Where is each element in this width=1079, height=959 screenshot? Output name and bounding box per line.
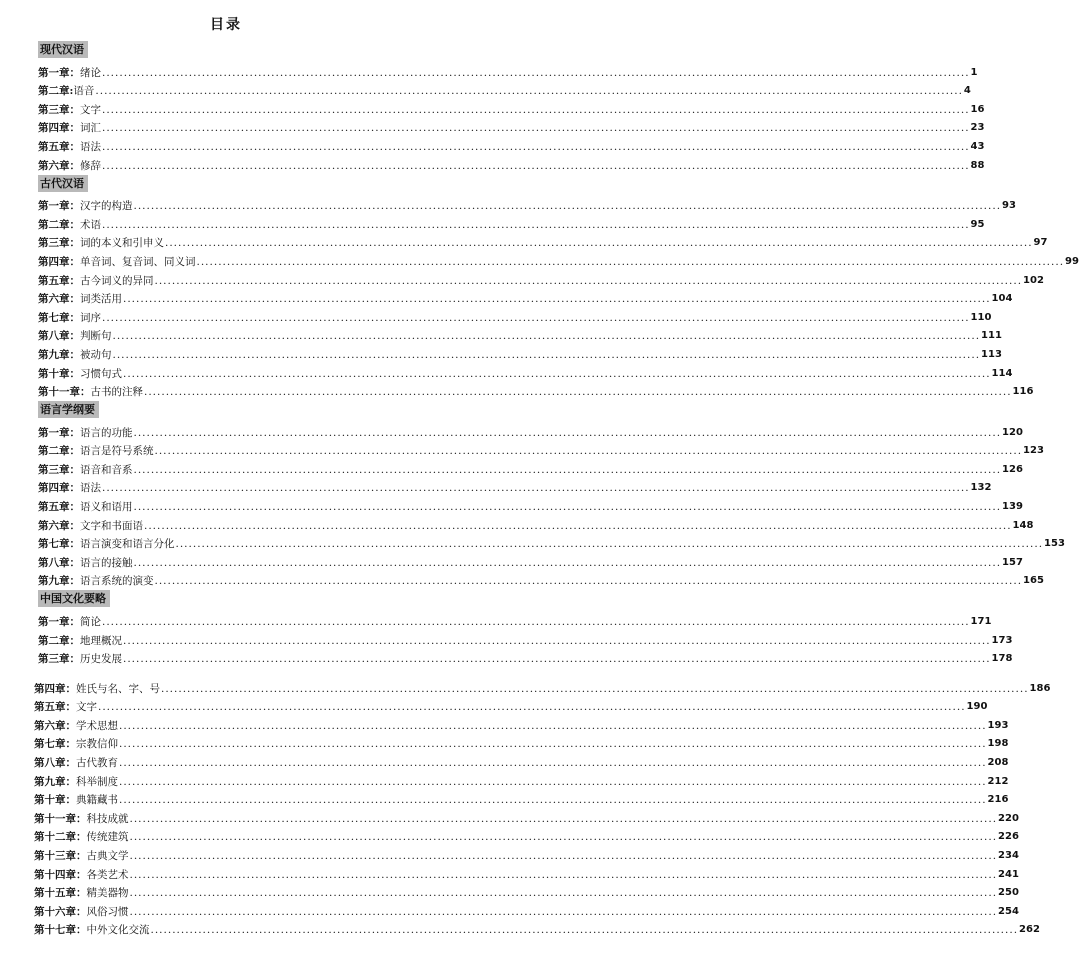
toc-entry[interactable] bbox=[38, 569, 1044, 588]
toc-entry[interactable] bbox=[34, 750, 1009, 769]
dot-leader: ........................................................................................................................................................................................................ bbox=[133, 200, 1002, 213]
toc-entry[interactable] bbox=[38, 550, 1023, 569]
dot-leader: ........................................................................................................................................................................................................ bbox=[129, 831, 998, 844]
toc-entry[interactable] bbox=[38, 647, 1013, 666]
dot-leader: ........................................................................................................................................................................................................ bbox=[112, 348, 981, 361]
page-number: 110 bbox=[970, 311, 992, 323]
page-number: 4 bbox=[963, 85, 971, 97]
dot-leader: ........................................................................................................................................................................................................ bbox=[175, 538, 1044, 551]
dot-leader: ........................................................................................................................................................................................................ bbox=[144, 386, 1012, 399]
dot-leader: ........................................................................................................................................................................................................ bbox=[129, 905, 998, 918]
chapter-number: 第五章： bbox=[34, 701, 76, 714]
chapter-title: 语言的功能 bbox=[80, 426, 133, 439]
chapter-number: 第七章： bbox=[38, 311, 80, 324]
chapter-number: 第十二章： bbox=[34, 831, 87, 844]
dot-leader: ........................................................................................................................................................................................................ bbox=[119, 756, 987, 769]
page-title: 目录 bbox=[210, 17, 242, 33]
chapter-number: 第三章： bbox=[38, 103, 80, 116]
chapter-title: 姓氏与名、字、号 bbox=[76, 682, 160, 695]
chapter-number: 第九章： bbox=[38, 348, 80, 361]
toc-entry[interactable] bbox=[34, 918, 1040, 937]
page-number: 123 bbox=[1023, 445, 1044, 457]
chapter-title: 古代教育 bbox=[76, 756, 118, 769]
dot-leader: ........................................................................................................................................................................................................ bbox=[102, 311, 970, 324]
page-number: 99 bbox=[1065, 255, 1079, 267]
page-number: 120 bbox=[1002, 426, 1023, 438]
toc-entry[interactable] bbox=[34, 843, 1019, 862]
toc-entry[interactable] bbox=[38, 476, 992, 495]
toc-entry[interactable] bbox=[38, 287, 1013, 306]
chapter-number: 第四章： bbox=[38, 482, 80, 495]
page-number: 153 bbox=[1044, 538, 1065, 550]
chapter-number: 第七章： bbox=[38, 538, 80, 551]
dot-leader: ........................................................................................................................................................................................................ bbox=[119, 719, 987, 732]
chapter-number: 第二章: bbox=[38, 85, 74, 98]
page-number: 198 bbox=[987, 738, 1009, 750]
chapter-number: 第六章： bbox=[38, 159, 80, 172]
dot-leader: ........................................................................................................................................................................................................ bbox=[129, 887, 998, 900]
chapter-title: 文字 bbox=[76, 701, 97, 714]
toc-entry[interactable] bbox=[38, 79, 971, 98]
chapter-number: 第四章： bbox=[38, 122, 80, 135]
toc-entry[interactable] bbox=[34, 695, 988, 714]
toc-entry[interactable] bbox=[38, 532, 1065, 551]
page-number: 193 bbox=[987, 719, 1009, 731]
dot-leader: ........................................................................................................................................................................................................ bbox=[123, 293, 991, 306]
section-heading: 中国文化要略 bbox=[38, 590, 110, 607]
toc-entry[interactable] bbox=[38, 134, 985, 153]
page-number: 178 bbox=[991, 653, 1013, 665]
chapter-title: 传统建筑 bbox=[86, 831, 129, 844]
page-number: 1 bbox=[970, 66, 978, 78]
chapter-number: 第三章： bbox=[38, 653, 80, 666]
chapter-number: 第一章： bbox=[38, 66, 80, 79]
chapter-title: 文字和书面语 bbox=[80, 519, 143, 532]
chapter-title: 修辞 bbox=[80, 159, 101, 172]
chapter-number: 第一章： bbox=[38, 200, 80, 213]
chapter-number: 第三章： bbox=[38, 463, 80, 476]
page-number: 148 bbox=[1012, 519, 1034, 531]
toc-entry[interactable] bbox=[38, 513, 1034, 532]
page-number: 113 bbox=[981, 348, 1002, 360]
page-number: 104 bbox=[991, 293, 1013, 305]
chapter-number: 第四章： bbox=[38, 255, 80, 268]
chapter-title: 宗教信仰 bbox=[76, 738, 118, 751]
toc-entry[interactable] bbox=[38, 194, 1016, 213]
chapter-number: 第十四章： bbox=[34, 868, 87, 881]
page-number: 88 bbox=[970, 159, 985, 171]
chapter-title: 科技成就 bbox=[86, 812, 129, 825]
page-number: 241 bbox=[998, 868, 1019, 880]
chapter-title: 语音和音系 bbox=[80, 463, 133, 476]
chapter-title: 科举制度 bbox=[76, 775, 118, 788]
chapter-title: 学术思想 bbox=[76, 719, 118, 732]
toc-entry[interactable] bbox=[34, 769, 1009, 788]
dot-leader: ........................................................................................................................................................................................................ bbox=[133, 501, 1002, 514]
page-number: 157 bbox=[1002, 556, 1023, 568]
page-number: 173 bbox=[991, 634, 1013, 646]
dot-leader: ........................................................................................................................................................................................................ bbox=[119, 775, 987, 788]
toc-entry[interactable] bbox=[34, 899, 1019, 918]
toc-entry[interactable] bbox=[38, 361, 1013, 380]
page-number: 212 bbox=[987, 775, 1009, 787]
chapter-number: 第十章： bbox=[34, 794, 76, 807]
dot-leader: ........................................................................................................................................................................................................ bbox=[133, 463, 1002, 476]
dot-leader: ........................................................................................................................................................................................................ bbox=[129, 868, 998, 881]
page-number: 165 bbox=[1023, 575, 1044, 587]
toc-entry[interactable] bbox=[38, 305, 992, 324]
dot-leader: ........................................................................................................................................................................................................ bbox=[102, 66, 970, 79]
chapter-title: 语言的接触 bbox=[80, 556, 133, 569]
chapter-number: 第二章： bbox=[38, 445, 80, 458]
section-heading: 语言学纲要 bbox=[38, 401, 99, 418]
chapter-title: 地理概况 bbox=[80, 634, 122, 647]
page-number: 43 bbox=[970, 140, 985, 152]
chapter-title: 词的本义和引申义 bbox=[80, 237, 164, 250]
section-heading: 古代汉语 bbox=[38, 175, 88, 192]
page-number: 132 bbox=[970, 482, 992, 494]
chapter-title: 判断句 bbox=[80, 330, 112, 343]
chapter-title: 汉字的构造 bbox=[80, 200, 133, 213]
section-heading: 现代汉语 bbox=[38, 41, 88, 58]
chapter-title: 语音 bbox=[73, 85, 95, 98]
dot-leader: ........................................................................................................................................................................................................ bbox=[102, 218, 970, 231]
page-number: 102 bbox=[1023, 274, 1044, 286]
toc-entry[interactable] bbox=[38, 116, 985, 135]
toc-entry[interactable] bbox=[38, 380, 1034, 399]
toc-entry[interactable] bbox=[38, 324, 1002, 343]
chapter-number: 第十六章： bbox=[34, 905, 87, 918]
toc-entry[interactable] bbox=[34, 713, 1009, 732]
chapter-number: 第一章： bbox=[38, 426, 80, 439]
chapter-number: 第九章： bbox=[34, 775, 76, 788]
dot-leader: ........................................................................................................................................................................................................ bbox=[161, 682, 1029, 695]
chapter-number: 第七章： bbox=[34, 738, 76, 751]
chapter-title: 语法 bbox=[80, 140, 101, 153]
page-number: 95 bbox=[970, 218, 985, 230]
toc-entry[interactable] bbox=[38, 153, 985, 172]
page-number: 186 bbox=[1029, 682, 1051, 694]
dot-leader: ........................................................................................................................................................................................................ bbox=[112, 330, 981, 343]
chapter-number: 第六章： bbox=[34, 719, 76, 732]
chapter-title: 习惯句式 bbox=[80, 367, 122, 380]
dot-leader: ........................................................................................................................................................................................................ bbox=[102, 482, 970, 495]
chapter-number: 第十五章： bbox=[34, 887, 87, 900]
dot-leader: ........................................................................................................................................................................................................ bbox=[98, 701, 966, 714]
page-number: 234 bbox=[998, 849, 1019, 861]
page-number: 171 bbox=[970, 616, 992, 628]
chapter-number: 第八章： bbox=[34, 756, 76, 769]
page-number: 190 bbox=[966, 701, 988, 713]
chapter-number: 第九章： bbox=[38, 575, 80, 588]
chapter-title: 词序 bbox=[80, 311, 101, 324]
chapter-title: 词汇 bbox=[80, 122, 101, 135]
page-number: 126 bbox=[1002, 463, 1023, 475]
dot-leader: ........................................................................................................................................................................................................ bbox=[154, 445, 1023, 458]
toc-entry[interactable] bbox=[34, 788, 1009, 807]
page-number: 93 bbox=[1002, 200, 1016, 212]
chapter-title: 文字 bbox=[80, 103, 101, 116]
page-number: 16 bbox=[970, 103, 985, 115]
toc-entry[interactable] bbox=[34, 862, 1019, 881]
chapter-title: 被动句 bbox=[80, 348, 112, 361]
page-number: 23 bbox=[970, 122, 985, 134]
chapter-title: 历史发展 bbox=[80, 653, 122, 666]
chapter-number: 第十三章： bbox=[34, 849, 87, 862]
toc-entry[interactable] bbox=[34, 825, 1019, 844]
dot-leader: ........................................................................................................................................................................................................ bbox=[119, 738, 987, 751]
toc-entry[interactable] bbox=[38, 494, 1023, 514]
page-number: 111 bbox=[981, 330, 1002, 342]
chapter-number: 第八章： bbox=[38, 556, 80, 569]
toc-entry[interactable] bbox=[38, 628, 1013, 647]
chapter-number: 第五章： bbox=[38, 274, 80, 287]
dot-leader: ........................................................................................................................................................................................................ bbox=[154, 575, 1023, 588]
chapter-number: 第六章： bbox=[38, 519, 80, 532]
page-number: 97 bbox=[1033, 237, 1048, 249]
dot-leader: ........................................................................................................................................................................................................ bbox=[123, 653, 991, 666]
chapter-number: 第十七章： bbox=[34, 924, 87, 937]
chapter-title: 词类活用 bbox=[80, 293, 122, 306]
toc-entry[interactable] bbox=[34, 732, 1009, 751]
dot-leader: ........................................................................................................................................................................................................ bbox=[102, 140, 970, 153]
toc-entry[interactable] bbox=[38, 212, 985, 231]
toc-entry[interactable] bbox=[38, 249, 1079, 268]
page-number: 250 bbox=[998, 887, 1019, 899]
page-number: 254 bbox=[998, 905, 1019, 917]
chapter-title: 语言是符号系统 bbox=[80, 445, 154, 458]
chapter-title: 绪论 bbox=[80, 66, 101, 79]
toc-entry[interactable] bbox=[34, 806, 1019, 825]
chapter-number: 第十一章： bbox=[34, 812, 87, 825]
chapter-number: 第二章： bbox=[38, 218, 80, 231]
chapter-title: 古典文学 bbox=[86, 849, 129, 862]
toc-part-1 bbox=[38, 38, 1079, 666]
dot-leader: ........................................................................................................................................................................................................ bbox=[123, 634, 991, 647]
page-number: 262 bbox=[1019, 924, 1040, 936]
page-number: 208 bbox=[987, 756, 1009, 768]
dot-leader: ........................................................................................................................................................................................................ bbox=[102, 103, 970, 116]
toc-entry[interactable] bbox=[38, 420, 1023, 439]
chapter-title: 古今词义的异同 bbox=[80, 274, 154, 287]
dot-leader: ........................................................................................................................................................................................................ bbox=[129, 812, 998, 825]
dot-leader: ........................................................................................................................................................................................................ bbox=[150, 924, 1019, 937]
chapter-number: 第十一章： bbox=[38, 386, 91, 399]
chapter-number: 第六章： bbox=[38, 293, 80, 306]
page-number: 226 bbox=[998, 831, 1019, 843]
chapter-number: 第五章： bbox=[38, 140, 80, 153]
chapter-title: 语言演变和语言分化 bbox=[80, 538, 175, 551]
chapter-number: 第八章： bbox=[38, 330, 80, 343]
chapter-number: 第十章： bbox=[38, 367, 80, 380]
dot-leader: ........................................................................................................................................................................................................ bbox=[102, 122, 970, 135]
toc-entry[interactable] bbox=[38, 342, 1002, 361]
toc-entry[interactable] bbox=[38, 97, 985, 116]
chapter-title: 精美器物 bbox=[86, 887, 129, 900]
chapter-title: 单音词、复音词、同义词 bbox=[80, 255, 196, 268]
chapter-title: 古书的注释 bbox=[90, 386, 143, 399]
toc-entry[interactable] bbox=[34, 676, 1051, 695]
chapter-number: 第三章： bbox=[38, 237, 80, 250]
page-number: 139 bbox=[1002, 501, 1023, 513]
toc-entry[interactable] bbox=[38, 60, 978, 79]
dot-leader: ........................................................................................................................................................................................................ bbox=[95, 85, 963, 98]
toc-part-2 bbox=[34, 676, 1051, 937]
toc-entry[interactable] bbox=[38, 439, 1044, 458]
toc-entry[interactable] bbox=[38, 268, 1044, 287]
chapter-title: 各类艺术 bbox=[86, 868, 129, 881]
dot-leader: ........................................................................................................................................................................................................ bbox=[154, 274, 1023, 287]
dot-leader: ........................................................................................................................................................................................................ bbox=[102, 159, 970, 172]
dot-leader: ........................................................................................................................................................................................................ bbox=[129, 849, 998, 862]
chapter-title: 简论 bbox=[80, 616, 101, 629]
chapter-title: 语义和语用 bbox=[80, 501, 133, 514]
chapter-number: 第二章： bbox=[38, 634, 80, 647]
page-number: 216 bbox=[987, 794, 1009, 806]
toc-entry[interactable] bbox=[38, 609, 992, 629]
chapter-title: 语言系统的演变 bbox=[80, 575, 154, 588]
dot-leader: ........................................................................................................................................................................................................ bbox=[133, 426, 1002, 439]
page-number: 220 bbox=[998, 812, 1019, 824]
page-number: 114 bbox=[991, 367, 1013, 379]
dot-leader: ........................................................................................................................................................................................................ bbox=[133, 556, 1002, 569]
dot-leader: ........................................................................................................................................................................................................ bbox=[123, 367, 991, 380]
dot-leader: ........................................................................................................................................................................................................ bbox=[165, 237, 1033, 250]
chapter-title: 中外文化交流 bbox=[86, 924, 150, 937]
chapter-title: 风俗习惯 bbox=[86, 905, 129, 918]
chapter-number: 第四章： bbox=[34, 682, 76, 695]
toc-entry[interactable] bbox=[38, 231, 1048, 250]
toc-entry[interactable] bbox=[38, 457, 1023, 476]
dot-leader: ........................................................................................................................................................................................................ bbox=[119, 794, 987, 807]
chapter-number: 第五章： bbox=[38, 501, 80, 514]
page-number: 116 bbox=[1012, 386, 1034, 398]
chapter-title: 术语 bbox=[80, 218, 101, 231]
dot-leader: ........................................................................................................................................................................................................ bbox=[144, 519, 1012, 532]
chapter-number: 第一章： bbox=[38, 616, 80, 629]
dot-leader: ........................................................................................................................................................................................................ bbox=[196, 255, 1065, 268]
chapter-title: 语法 bbox=[80, 482, 101, 495]
toc-entry[interactable] bbox=[34, 881, 1019, 900]
chapter-title: 典籍藏书 bbox=[76, 794, 118, 807]
dot-leader: ........................................................................................................................................................................................................ bbox=[102, 616, 970, 629]
